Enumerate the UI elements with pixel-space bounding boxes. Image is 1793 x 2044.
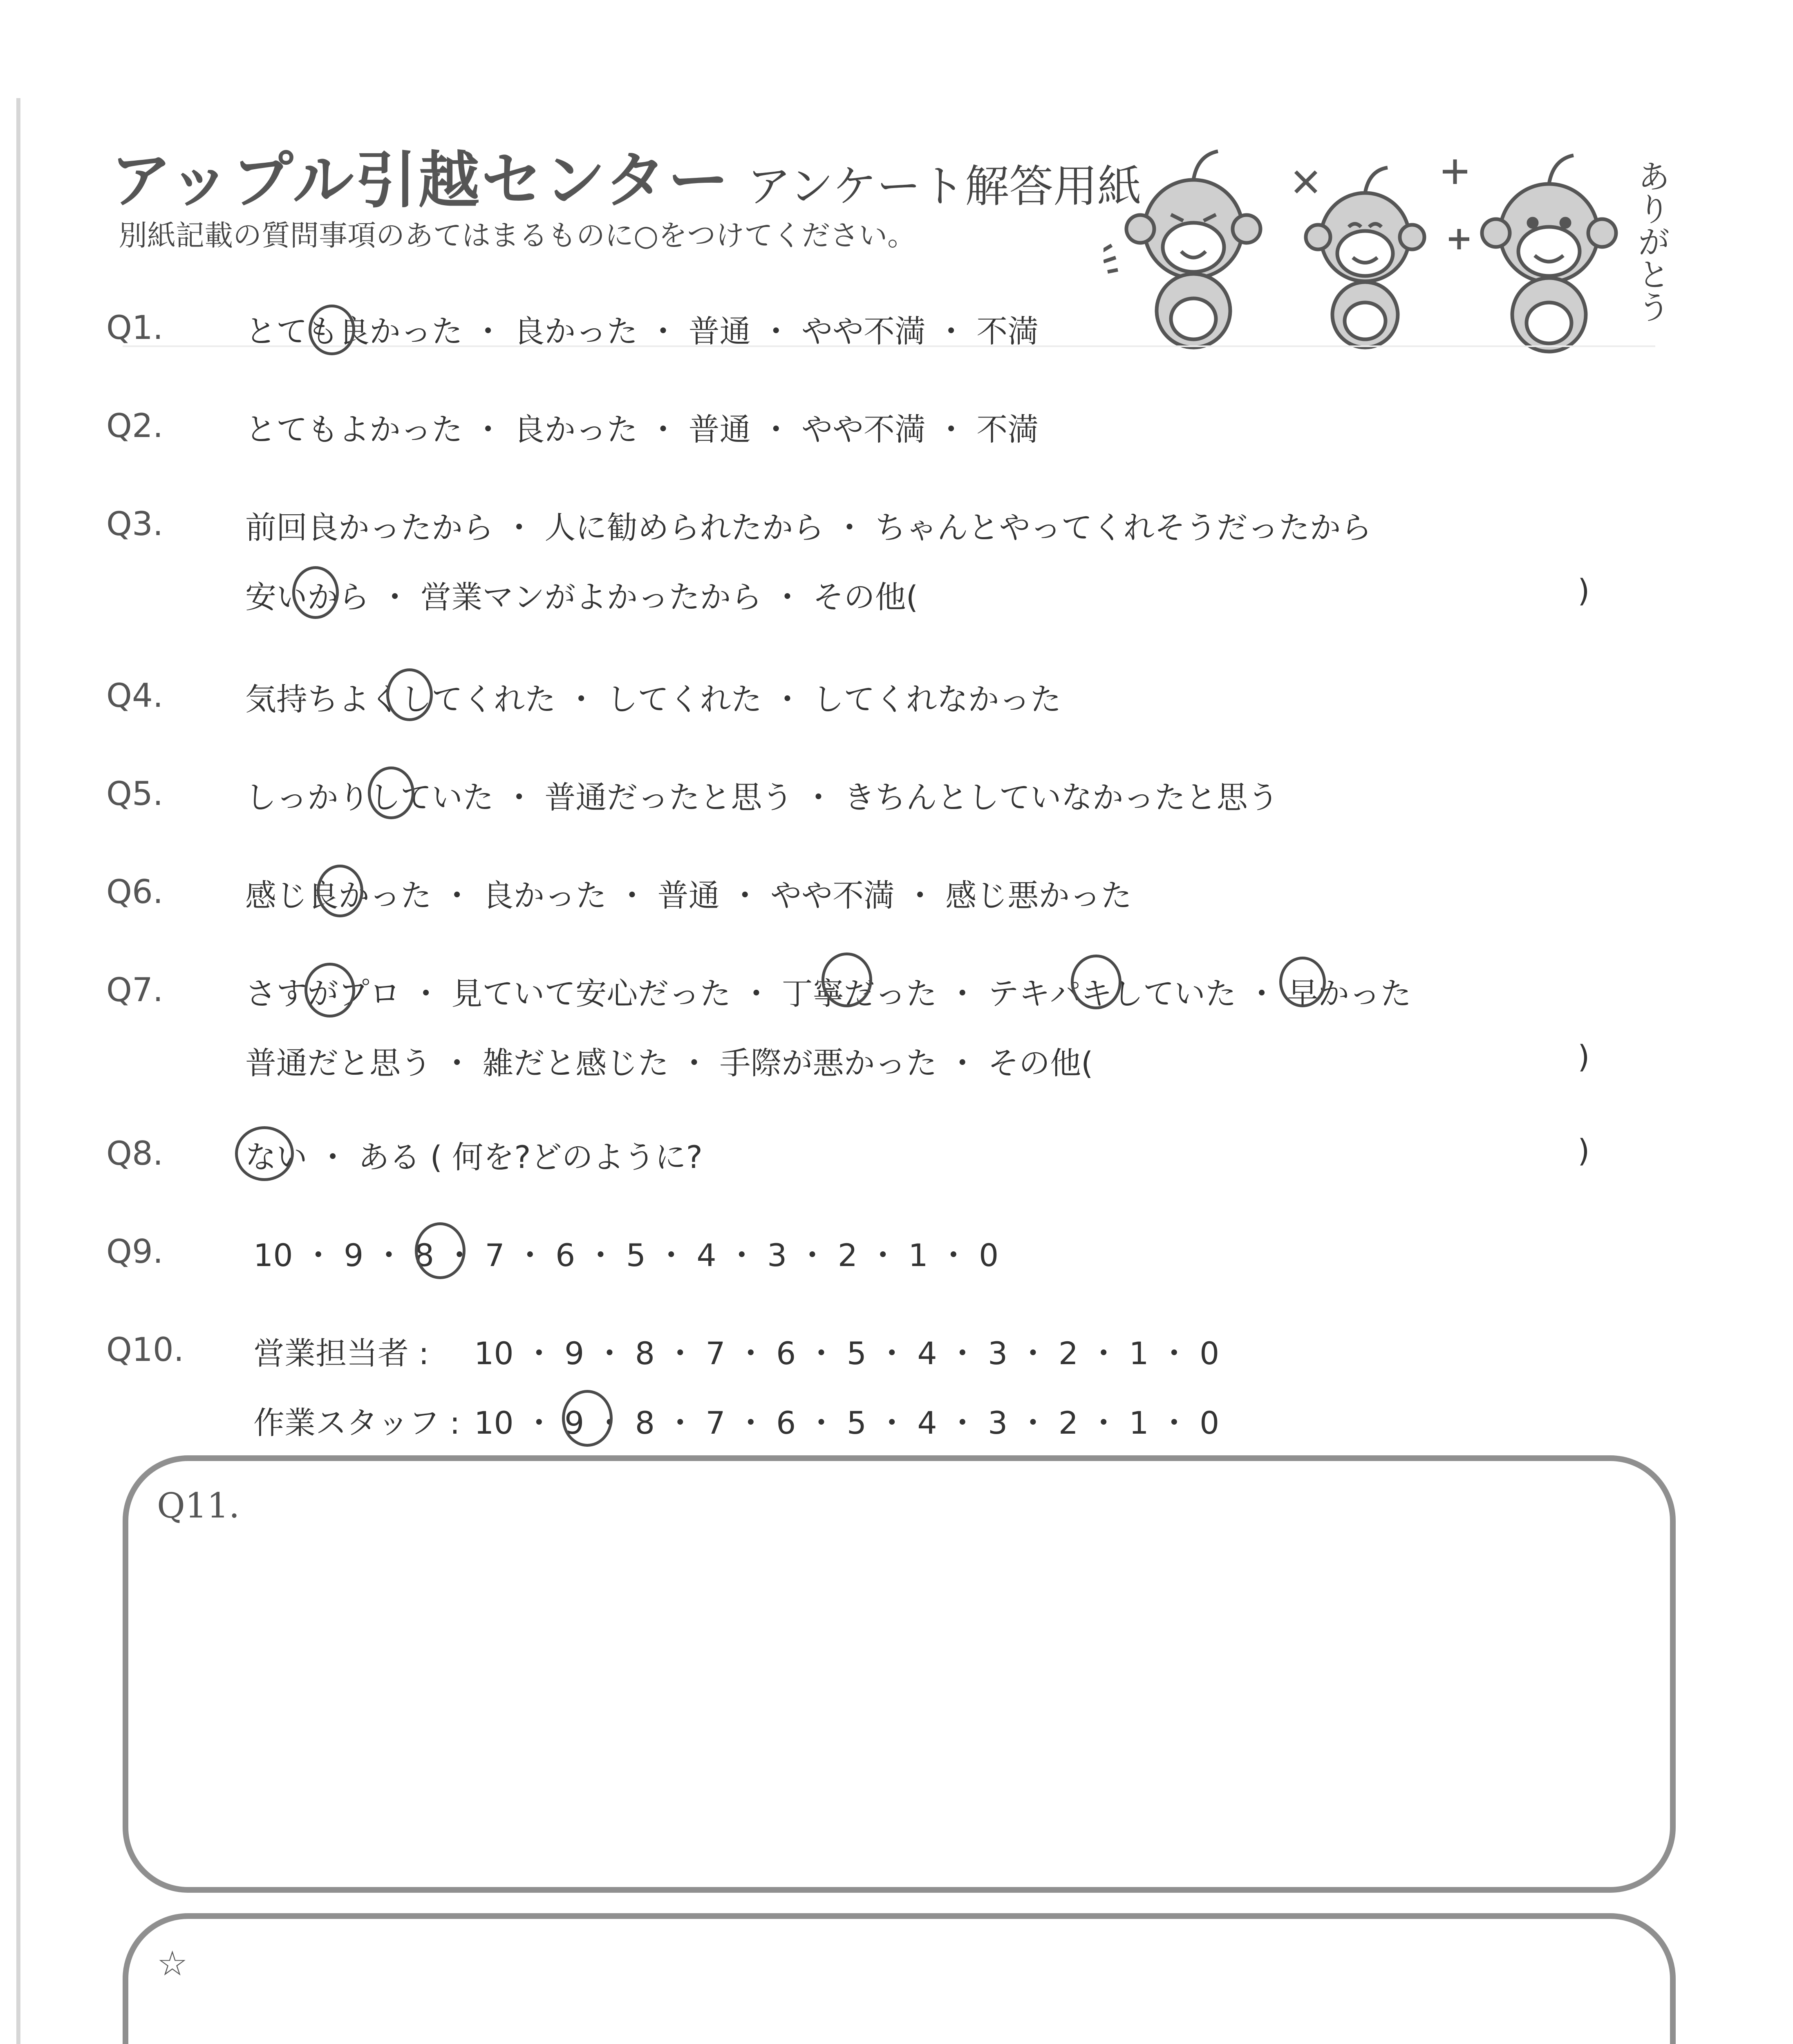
q10-staff-label: 作業スタッフ : xyxy=(253,1405,460,1441)
q6-options: 感じ良かった ・ 良かった ・ 普通 ・ やや不満 ・ 感じ悪かった xyxy=(245,877,1132,914)
q10-staff-scale: 10 ・ 9 ・ 8 ・ 7 ・ 6 ・ 5 ・ 4 ・ 3 ・ 2 ・ 1 ・ 0 xyxy=(474,1405,1220,1441)
q8-label: Q8. xyxy=(106,1134,163,1172)
handwritten-circle xyxy=(304,963,355,1018)
q5-label: Q5. xyxy=(106,775,163,813)
monkey-1 xyxy=(1104,151,1260,347)
q11-label: Q11. xyxy=(157,1486,240,1526)
handwritten-circle xyxy=(386,668,433,721)
handwritten-circle xyxy=(1279,957,1326,1007)
q1-label: Q1. xyxy=(106,309,163,347)
q1-options: とても良かった ・ 良かった ・ 普通 ・ やや不満 ・ 不満 xyxy=(245,313,1039,350)
page-edge xyxy=(16,98,20,2044)
q2-label: Q2. xyxy=(106,407,163,445)
handwritten-circle xyxy=(309,305,355,355)
q8-close-paren: ) xyxy=(1578,1132,1590,1169)
q7-options-line1: さすがプロ ・ 見ていて安心だった ・ 丁寧だった ・ テキパキしていた ・ 早かった xyxy=(245,975,1412,1012)
q3-options-line1: 前回良かったから ・ 人に勧められたから ・ ちゃんとやってくれそうだったから xyxy=(245,509,1372,546)
q4-options: 気持ちよくしてくれた ・ してくれた ・ してくれなかった xyxy=(245,681,1061,717)
handwritten-circle xyxy=(562,1390,613,1447)
q9-label: Q9. xyxy=(106,1233,163,1271)
company-title: アップル引越センター アンケート解答用紙 xyxy=(110,145,1142,216)
q7-options-line2: 普通だと思う ・ 雑だと感じた ・ 手際が悪かった ・ その他( xyxy=(245,1045,1093,1081)
mascot-caption: ありがとう xyxy=(1632,159,1670,323)
q3-close-paren: ) xyxy=(1578,572,1590,609)
monkey-3 xyxy=(1443,155,1616,352)
handwritten-circle xyxy=(235,1126,294,1181)
handwritten-circle xyxy=(1071,955,1121,1009)
handwritten-circle xyxy=(368,766,414,819)
q7-close-paren: ) xyxy=(1578,1038,1590,1075)
q9-scale: 10 ・ 9 ・ 8 ・ 7 ・ 6 ・ 5 ・ 4 ・ 3 ・ 2 ・ 1 ・ 0 xyxy=(253,1237,999,1273)
q3-label: Q3. xyxy=(106,505,163,543)
q3-options-line2: 安いから ・ 営業マンがよかったから ・ その他( xyxy=(245,579,918,615)
q6-label: Q6. xyxy=(106,873,163,911)
handwritten-circle xyxy=(415,1222,466,1279)
instruction-text: 別紙記載の質問事項のあてはまるものに○をつけてください。 xyxy=(119,219,916,252)
handwritten-circle xyxy=(292,566,339,619)
handwritten-circle xyxy=(317,865,363,917)
q2-options: とてもよかった ・ 良かった ・ 普通 ・ やや不満 ・ 不満 xyxy=(245,411,1039,448)
monkey-2 xyxy=(1296,168,1424,347)
q11-comment-box[interactable] xyxy=(123,1455,1676,1893)
q10-sales-scale: 10 ・ 9 ・ 8 ・ 7 ・ 6 ・ 5 ・ 4 ・ 3 ・ 2 ・ 1 ・ 0 xyxy=(474,1335,1220,1372)
q10-label: Q10. xyxy=(106,1331,184,1369)
q7-label: Q7. xyxy=(106,971,163,1009)
q8-options: ない ・ ある ( 何を?どのように? xyxy=(245,1139,703,1175)
q10-sales-label: 営業担当者 : xyxy=(253,1335,429,1372)
handwritten-circle xyxy=(822,953,872,1007)
form-subtitle: アンケート解答用紙 xyxy=(747,161,1142,212)
mascot-illustration xyxy=(1104,135,1676,364)
q5-options: しっかりしていた ・ 普通だったと思う ・ きちんとしていなかったと思う xyxy=(245,779,1279,816)
q4-label: Q4. xyxy=(106,677,163,715)
star-comment-box[interactable] xyxy=(123,1913,1676,2044)
star-icon: ☆ xyxy=(157,1943,188,1983)
